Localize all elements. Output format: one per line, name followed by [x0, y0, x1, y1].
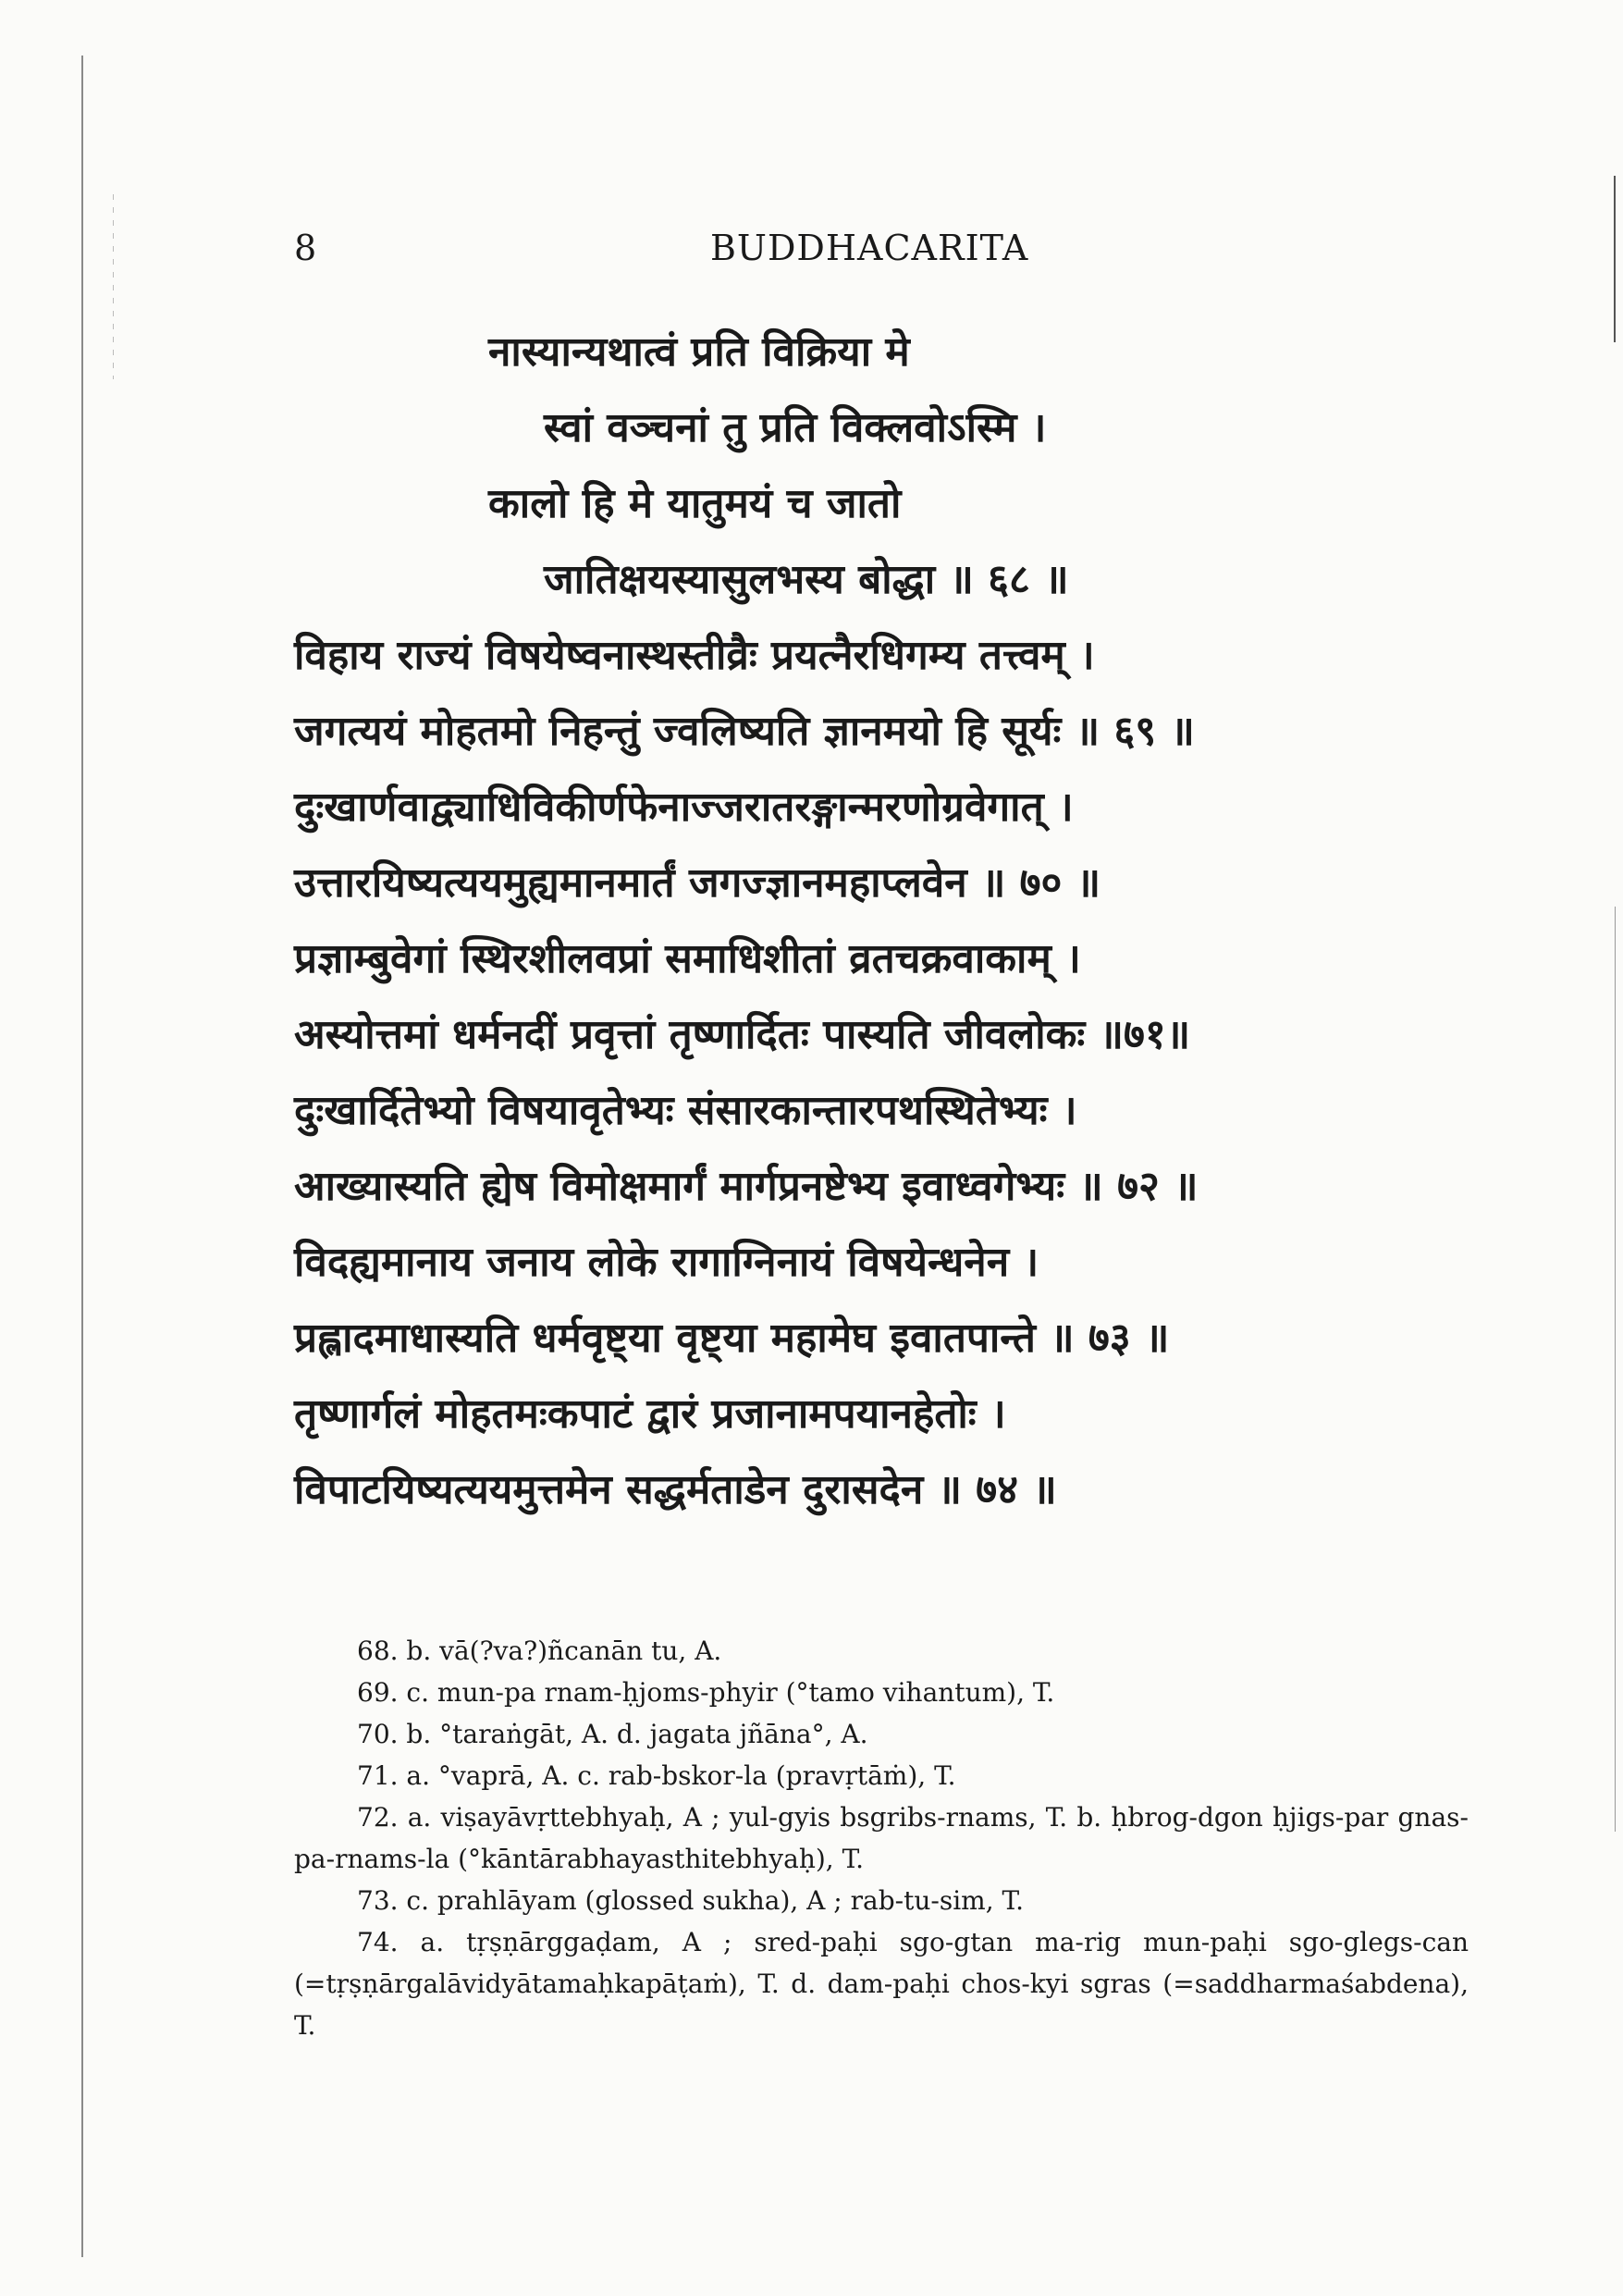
footnote: 69. c. mun-pa rnam-ḥjoms-phyir (°tamo vihantum), T. [357, 1677, 1055, 1708]
verse-line: जगत्ययं मोहतमो निहन्तुं ज्वलिष्यति ज्ञानमयो हि सूर्यः ॥ ६९ ॥ [294, 708, 1195, 755]
verse-line: नास्यान्यथात्वं प्रति विक्रिया मे [488, 328, 910, 376]
page-number: 8 [294, 228, 317, 268]
verse-line: आख्यास्यति ह्येष विमोक्षमार्गं मार्गप्रनष्टेभ्य इवाध्वगेभ्यः ॥ ७२ ॥ [294, 1163, 1199, 1210]
verse-line: दुःखार्दितेभ्यो विषयावृतेभ्यः संसारकान्तारपथस्थितेभ्यः । [294, 1087, 1077, 1134]
verse-line: विहाय राज्यं विषयेष्वनास्थस्तीव्रैः प्रयत्नैरधिगम्य तत्त्वम् । [294, 632, 1095, 679]
footnote: 71. a. °vaprā, A. c. rab-bskor-la (pravṛtāṁ), T. [357, 1760, 956, 1791]
right-edge-mark [1614, 176, 1616, 342]
footnote: 73. c. prahlāyam (glossed sukha), A ; rab-tu-sim, T. [357, 1885, 1024, 1916]
page-margin-dashes [113, 194, 114, 379]
page-margin-line [81, 56, 83, 2257]
footnote: 72. a. viṣayāvṛttebhyaḥ, A ; yul-gyis bsgribs-rnams, T. b. ḥbrog-dgon ḥjigs-par gnas-pa-rnams-la (°kāntārabhayasthitebhyaḥ), T. [294, 1802, 1469, 1874]
verse-line: तृष्णार्गलं मोहतमःकपाटं द्वारं प्रजानामपयानहेतोः । [294, 1390, 1006, 1438]
verse-line: दुःखार्णवाद्व्याधिविकीर्णफेनाज्जरातरङ्गान्मरणोग्रवेगात् । [294, 784, 1074, 831]
footnote: 70. b. °taraṅgāt, A. d. jagata jñāna°, A. [357, 1719, 868, 1749]
footnote: 74. a. tṛṣṇārggaḍam, A ; sred-paḥi sgo-gtan ma-rig mun-paḥi sgo-glegs-can (=tṛṣṇārgalāvidyātamaḥkapāṭaṁ), T. d. dam-paḥi chos-kyi sgras (=saddharmaśabdena), T. [294, 1927, 1469, 2041]
verse-line: प्रह्लादमाधास्यति धर्मवृष्ट्या वृष्ट्या महामेघ इवातपान्ते ॥ ७३ ॥ [294, 1315, 1170, 1362]
right-edge-mark [1615, 907, 1616, 1832]
verse-line: विदह्यमानाय जनाय लोके रागाग्निनायं विषयेन्धनेन । [294, 1239, 1039, 1286]
verse-line: कालो हि मे यातुमयं च जातो [488, 480, 902, 527]
verse-line: प्रज्ञाम्बुवेगां स्थिरशीलवप्रां समाधिशीतां व्रतचक्रवाकाम् । [294, 935, 1081, 982]
verse-line: स्वां वञ्चनां तु प्रति विक्लवोऽस्मि । [544, 404, 1047, 451]
verse-block [294, 315, 1496, 1528]
verse-line: विपाटयिष्यत्ययमुत्तमेन सद्धर्मताडेन दुरासदेन ॥ ७४ ॥ [294, 1466, 1057, 1513]
footnotes [294, 1630, 1469, 2046]
footnote: 68. b. vā(?va?)ñcanān tu, A. [357, 1636, 722, 1666]
page-header [294, 228, 1358, 283]
running-title: BUDDHACARITA [710, 228, 1029, 268]
verse-line: उत्तारयिष्यत्ययमुह्यमानमार्तं जगज्ज्ञानमहाप्लवेन ॥ ७० ॥ [294, 859, 1101, 907]
verse-line: जातिक्षयस्यासुलभस्य बोद्धा ॥ ६८ ॥ [544, 556, 1069, 603]
verse-line: अस्योत्तमां धर्मनदीं प्रवृत्तां तृष्णार्दितः पास्यति जीवलोकः ॥७१॥ [294, 1011, 1191, 1058]
